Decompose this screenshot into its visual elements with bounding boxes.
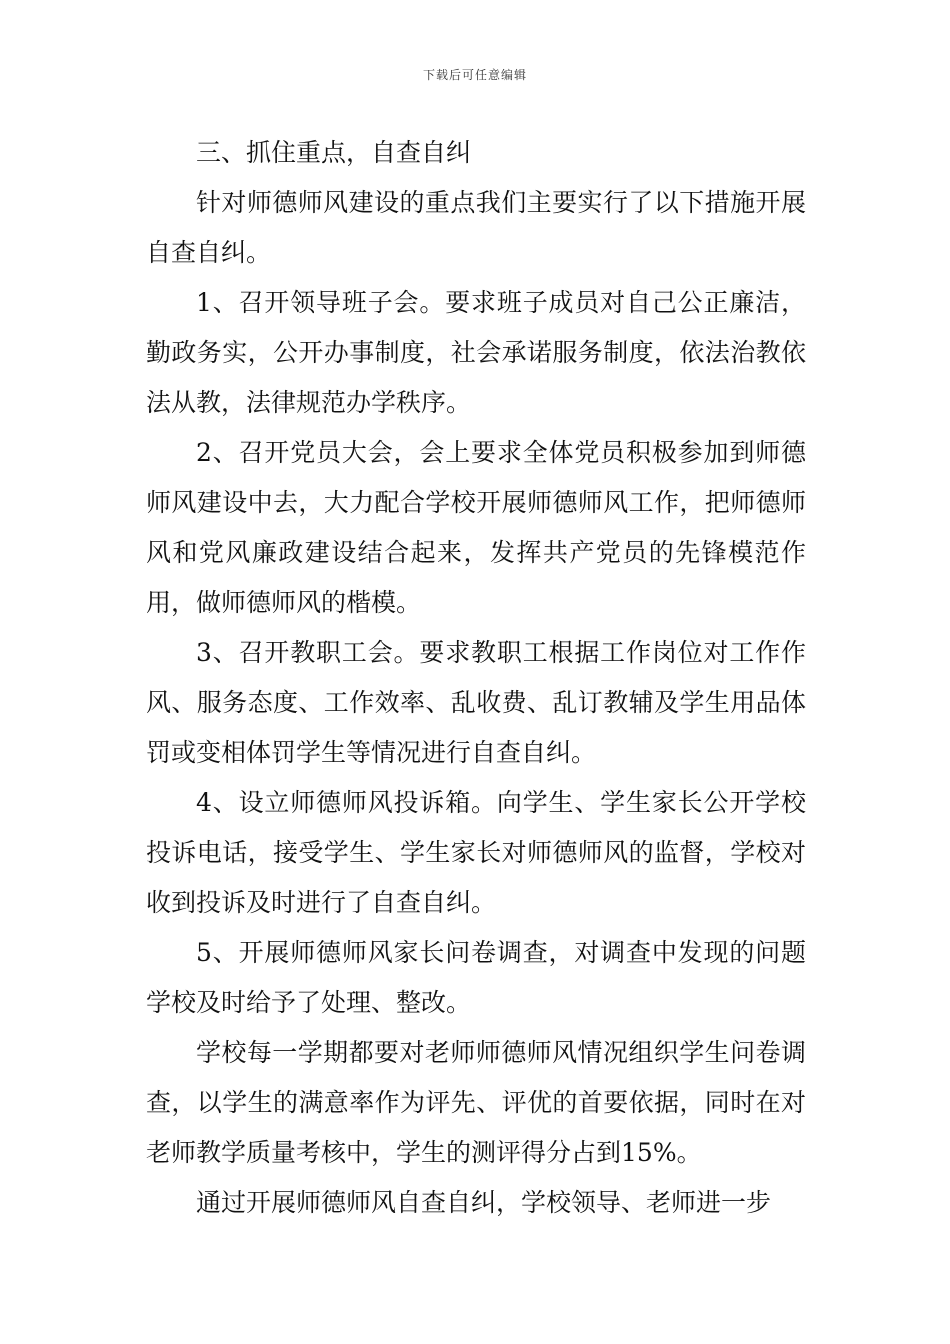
paragraph-item-2: 2、召开党员大会，会上要求全体党员积极参加到师德师风建设中去，大力配合学校开展师德师风工作，把师德师风和党风廉政建设结合起来，发挥共产党员的先锋模范作用，做师德师风的楷模。 [146,438,806,617]
section-heading: 三、抓住重点，自查自纠 [196,138,472,167]
paragraph-item-4: 4、设立师德师风投诉箱。向学生、学生家长公开学校投诉电话，接受学生、学生家长对师德师风的监督，学校对收到投诉及时进行了自查自纠。 [146,788,806,917]
page-header-note: 下载后可任意编辑 [422,68,527,82]
paragraph-intro: 针对师德师风建设的重点我们主要实行了以下措施开展自查自纠。 [146,188,806,267]
paragraph-item-3: 3、召开教职工会。要求教职工根据工作岗位对工作作风、服务态度、工作效率、乱收费、乱订教辅及学生用品体罚或变相体罚学生等情况进行自查自纠。 [146,638,806,767]
paragraph-survey: 学校每一学期都要对老师师德师风情况组织学生问卷调查，以学生的满意率作为评先、评优的首要依据，同时在对老师教学质量考核中，学生的测评得分占到15%。 [146,1038,806,1167]
paragraph-item-5: 5、开展师德师风家长问卷调查，对调查中发现的问题学校及时给予了处理、整改。 [146,938,806,1017]
document-body [146,128,806,1228]
paragraph-conclusion: 通过开展师德师风自查自纠，学校领导、老师进一步 [196,1188,772,1217]
paragraph-item-1: 1、召开领导班子会。要求班子成员对自己公正廉洁，勤政务实，公开办事制度，社会承诺服务制度，依法治教依法从教，法律规范办学秩序。 [146,288,806,417]
